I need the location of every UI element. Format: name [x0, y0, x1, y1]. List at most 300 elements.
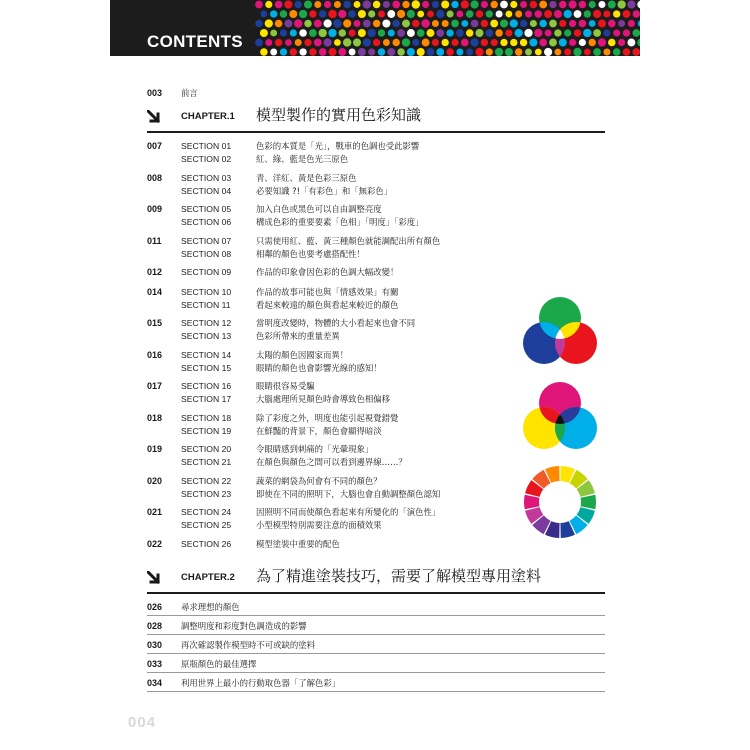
page-number: 017: [147, 381, 163, 391]
halftone-dot: [618, 39, 625, 46]
entry-title: 前言: [181, 88, 198, 98]
halftone-dot: [328, 48, 336, 56]
entry-title: 當明度改變時，物體的大小看起來也會不同: [256, 318, 416, 328]
halftone-dot: [618, 20, 625, 27]
halftone-dot: [525, 49, 532, 56]
halftone-dot: [490, 20, 498, 28]
halftone-dot: [363, 20, 371, 28]
halftone-dot: [481, 1, 488, 8]
halftone-dot: [343, 38, 351, 46]
section-label: SECTION 26: [181, 539, 232, 549]
halftone-dot: [461, 0, 469, 8]
halftone-dot: [554, 29, 561, 36]
halftone-dot: [338, 48, 346, 56]
halftone-dot: [544, 48, 552, 56]
halftone-dot: [373, 39, 380, 46]
color-wheel-segment: [524, 495, 539, 510]
halftone-dot: [392, 20, 400, 28]
halftone-dot: [637, 1, 640, 9]
page-number: 030: [147, 640, 163, 650]
entry-title: 加入白色或黑色可以自由調整亮度: [256, 204, 382, 214]
halftone-dot: [265, 19, 273, 27]
row-divider: [147, 634, 605, 635]
halftone-dot: [363, 0, 371, 8]
chapter-label: CHAPTER.2: [181, 572, 235, 583]
section-label: SECTION 15: [181, 363, 232, 373]
entry-title: 相鄰的顏色也要考慮搭配性！: [256, 249, 365, 259]
halftone-dot: [603, 11, 610, 18]
halftone-dot: [471, 20, 479, 28]
halftone-dot: [402, 20, 410, 28]
arrow-down-right-icon: [147, 110, 161, 124]
halftone-dot: [500, 39, 507, 46]
halftone-dot: [358, 48, 366, 56]
halftone-dot: [623, 48, 631, 56]
halftone-dot: [284, 0, 292, 8]
section-label: SECTION 11: [181, 300, 231, 310]
entry-title: 作品的印象會因色彩的色調大幅改變！: [256, 267, 399, 277]
entry-title: 看起來較遠的顏色與看起來較近的顏色: [256, 300, 399, 310]
halftone-dot: [598, 20, 606, 28]
entry-title: 作品的故事可能也與「情感效果」有關: [256, 287, 399, 297]
halftone-dot: [515, 29, 523, 37]
entry-title: 令眼睛感到刺痛的「光暈現象」: [256, 444, 374, 454]
halftone-dot: [442, 39, 449, 46]
halftone-dot: [260, 29, 268, 37]
halftone-dot: [280, 10, 287, 17]
halftone-dot: [378, 29, 385, 36]
page-number: 021: [147, 507, 163, 517]
halftone-dot: [338, 10, 346, 18]
halftone-dot: [265, 1, 272, 8]
section-label: SECTION 03: [181, 173, 232, 183]
halftone-dot: [559, 1, 567, 9]
page-number: 034: [147, 678, 163, 688]
halftone-dot: [284, 20, 292, 28]
halftone-dot: [339, 29, 346, 36]
entry-title: 在顏色與顏色之間可以看到邊界線……？: [256, 457, 407, 467]
halftone-dot: [549, 20, 557, 28]
row-divider: [147, 672, 605, 673]
halftone-dot: [510, 39, 517, 46]
halftone-dot: [397, 29, 405, 37]
halftone-dot: [510, 1, 517, 8]
halftone-dot: [324, 38, 332, 46]
page-number: 008: [147, 173, 163, 183]
halftone-dot: [343, 19, 351, 27]
entry-title: 眼睛很容易受騙: [256, 381, 315, 391]
halftone-dot: [436, 48, 444, 56]
halftone-dot: [432, 39, 439, 46]
row-divider: [147, 653, 605, 654]
halftone-dot: [412, 39, 419, 46]
section-label: SECTION 05: [181, 204, 232, 214]
halftone-dot: [368, 10, 375, 17]
section-label: SECTION 21: [181, 457, 232, 467]
halftone-dot: [412, 0, 420, 8]
color-wheel-illustration: [520, 462, 600, 542]
section-label: SECTION 13: [181, 331, 232, 341]
halftone-dot: [270, 10, 277, 17]
entry-title: 必要知識 ?!「有彩色」和「無彩色」: [256, 186, 393, 196]
halftone-dot: [559, 20, 566, 27]
halftone-dot: [378, 48, 385, 55]
halftone-dot: [613, 29, 620, 36]
halftone-dot: [456, 11, 463, 18]
halftone-dot: [475, 48, 483, 56]
cmy-pigment-venn-illustration: [520, 378, 600, 458]
entry-title: 構成色彩的重要要素「色相」「明度」「彩度」: [256, 217, 424, 227]
halftone-dot: [328, 29, 336, 37]
halftone-dot: [500, 20, 508, 28]
halftone-dot: [608, 0, 616, 8]
section-label: SECTION 12: [181, 318, 232, 328]
entry-title: 紅、綠、藍是色光三原色: [256, 154, 349, 164]
halftone-dot: [319, 48, 327, 56]
halftone-dot: [368, 29, 376, 37]
halftone-dot: [485, 29, 493, 37]
halftone-dot: [593, 10, 601, 18]
row-divider: [147, 615, 605, 616]
halftone-dot: [564, 48, 571, 55]
halftone-dot: [505, 29, 512, 36]
halftone-dot: [358, 10, 366, 18]
halftone-dot: [529, 38, 537, 46]
section-label: SECTION 08: [181, 249, 232, 259]
section-label: SECTION 10: [181, 287, 232, 297]
halftone-dot: [525, 11, 532, 18]
halftone-dot: [549, 39, 557, 47]
halftone-dot: [422, 1, 429, 8]
halftone-dot: [349, 49, 356, 56]
halftone-dot: [387, 10, 395, 18]
halftone-dot: [309, 10, 316, 17]
halftone-dot: [427, 48, 435, 56]
halftone-dot: [427, 29, 435, 37]
entry-title: 即使在不同的照明下，大腦也會自動調整顏色認知: [256, 489, 441, 499]
halftone-dot: [387, 48, 395, 56]
halftone-dot: [299, 48, 306, 55]
halftone-dot: [343, 1, 351, 9]
halftone-dot: [617, 0, 625, 8]
halftone-dot: [579, 39, 586, 46]
halftone-dot: [358, 29, 366, 37]
halftone-dot: [574, 29, 581, 36]
page-number: 028: [147, 621, 163, 631]
halftone-dot: [524, 29, 532, 37]
halftone-dot: [470, 0, 478, 8]
entry-title: 色彩所帶來的重量差異: [256, 331, 340, 341]
halftone-dot: [598, 38, 606, 46]
halftone-dot: [608, 20, 616, 28]
halftone-dot: [451, 39, 458, 46]
halftone-dot: [470, 38, 478, 46]
page-number: 018: [147, 413, 163, 423]
halftone-dot: [545, 30, 552, 37]
halftone-dot: [417, 29, 425, 37]
halftone-dot: [466, 29, 473, 36]
halftone-dot: [623, 29, 630, 36]
page-number: 015: [147, 318, 163, 328]
halftone-dot: [294, 19, 302, 27]
halftone-dot: [333, 19, 341, 27]
halftone-dot: [539, 20, 546, 27]
halftone-dot: [275, 39, 283, 47]
halftone-dot: [510, 19, 518, 27]
entry-title: 大腦處理所見顏色時會導致色相偏移: [256, 394, 390, 404]
halftone-dot: [294, 1, 301, 8]
halftone-dot: [412, 20, 419, 27]
page-number: 009: [147, 204, 163, 214]
halftone-dot: [323, 19, 331, 27]
halftone-dot: [383, 1, 390, 8]
halftone-dot: [397, 10, 405, 18]
section-label: SECTION 14: [181, 350, 232, 360]
halftone-dot: [290, 48, 298, 56]
halftone-dot: [603, 49, 610, 56]
page-number: 020: [147, 476, 163, 486]
halftone-dot: [500, 1, 508, 9]
halftone-dot: [432, 1, 439, 8]
halftone-dot: [446, 48, 454, 56]
entry-title: 尋求理想的顏色: [181, 602, 240, 612]
halftone-dot: [539, 39, 547, 47]
halftone-dot: [421, 19, 429, 27]
halftone-dot: [422, 39, 430, 47]
halftone-dot: [559, 39, 567, 47]
header-banner: [110, 0, 640, 56]
halftone-dot: [515, 11, 522, 18]
halftone-dot: [402, 38, 410, 46]
halftone-dot: [608, 39, 616, 47]
halftone-dot: [505, 48, 513, 56]
page-number: 014: [147, 287, 163, 297]
entry-title: 色彩的本質是「光」，戰車的色調也受此影響: [256, 141, 420, 151]
chapter-label: CHAPTER.1: [181, 111, 235, 122]
halftone-dot: [275, 20, 283, 28]
halftone-dot: [319, 10, 327, 18]
section-label: SECTION 20: [181, 444, 232, 454]
halftone-dot: [628, 20, 635, 27]
section-label: SECTION 02: [181, 154, 232, 164]
chapter-2-heading[interactable]: [147, 564, 605, 594]
halftone-dot: [544, 10, 552, 18]
halftone-dot: [627, 39, 635, 47]
halftone-dot: [290, 29, 297, 36]
entry-title: 青、洋紅、黃是色彩三原色: [256, 173, 357, 183]
halftone-dot: [573, 48, 581, 56]
page-number: 012: [147, 267, 163, 277]
halftone-dot: [397, 48, 404, 55]
halftone-dot: [633, 10, 640, 17]
halftone-dot: [476, 29, 484, 37]
halftone-dot: [324, 1, 331, 8]
halftone-dot: [588, 39, 595, 46]
section-label: SECTION 17: [181, 394, 232, 404]
section-label: SECTION 22: [181, 476, 232, 486]
halftone-dot: [280, 29, 287, 36]
halftone-dot: [554, 10, 562, 18]
page-number: 019: [147, 444, 163, 454]
section-label: SECTION 07: [181, 236, 232, 246]
halftone-dot: [535, 49, 542, 56]
halftone-dot: [466, 48, 473, 55]
halftone-dot: [436, 29, 444, 37]
page-number: 016: [147, 350, 163, 360]
halftone-dot: [309, 48, 317, 56]
halftone-dot: [554, 49, 561, 56]
page-number: 007: [147, 141, 163, 151]
halftone-dot: [353, 38, 361, 46]
halftone-dot: [603, 30, 610, 37]
halftone-dot: [632, 48, 640, 56]
halftone-dot: [549, 1, 556, 8]
halftone-dot: [451, 1, 458, 8]
halftone-dot: [530, 20, 537, 27]
halftone-dot: [456, 29, 464, 37]
halftone-dot: [334, 1, 341, 8]
halftone-dot: [481, 39, 488, 46]
halftone-dot: [275, 1, 283, 9]
halftone-dot: [378, 10, 385, 17]
halftone-dot: [623, 10, 631, 18]
halftone-dot: [486, 10, 493, 17]
halftone-dot: [490, 1, 497, 8]
halftone-dot: [392, 1, 400, 9]
halftone-dot: [289, 10, 297, 18]
page-number: 033: [147, 659, 163, 669]
halftone-dot: [407, 10, 415, 18]
entry-title: 在鮮豔的背景下，顏色會顯得暗淡: [256, 426, 382, 436]
section-label: SECTION 16: [181, 381, 232, 391]
halftone-dot: [569, 39, 576, 46]
halftone-dot: [280, 48, 287, 55]
halftone-dot: [476, 10, 483, 17]
halftone-dot: [491, 39, 498, 46]
halftone-dot: [442, 20, 449, 27]
halftone-dot: [564, 29, 571, 36]
halftone-dot: [348, 10, 356, 18]
halftone-dot: [393, 39, 400, 46]
halftone-dot: [402, 1, 409, 8]
halftone-dot: [255, 1, 263, 9]
halftone-dot: [520, 1, 527, 8]
halftone-dot: [579, 1, 587, 9]
entry-title: 太陽的顏色因國家而異！: [256, 350, 349, 360]
halftone-dot: [466, 10, 474, 18]
halftone-dot: [613, 48, 621, 56]
halftone-dot: [354, 20, 361, 27]
section-label: SECTION 25: [181, 520, 232, 530]
halftone-dot: [589, 1, 596, 8]
entry-title: 只需使用紅、藍、黃三種顏色就能調配出所有顏色: [256, 236, 441, 246]
chapter-title: 為了精進塗裝技巧，需要了解模型專用塗料: [256, 567, 542, 585]
entry-title: 模型塗裝中重要的配色: [256, 539, 340, 549]
halftone-dot: [461, 20, 468, 27]
halftone-dot: [534, 29, 542, 37]
halftone-dot: [363, 38, 371, 46]
halftone-dot: [451, 20, 459, 28]
halftone-dot: [260, 11, 267, 18]
halftone-dot: [265, 39, 272, 46]
halftone-dot: [436, 10, 444, 18]
page-number: 026: [147, 602, 163, 612]
entry-title: 因照明不同而使顏色看起來有所變化的「演色性」: [256, 507, 441, 517]
entry-title: 眼睛的顏色也會影響光線的感知！: [256, 363, 382, 373]
halftone-dots-pattern: [255, 0, 640, 56]
halftone-dot: [383, 39, 390, 46]
halftone-dot: [319, 29, 327, 37]
halftone-dot: [299, 10, 307, 18]
row-divider: [147, 691, 605, 692]
halftone-dot: [270, 49, 277, 56]
halftone-dot: [638, 20, 640, 27]
halftone-dot: [535, 10, 542, 17]
entry-title: 小型模型特別需要注意的面積效果: [256, 520, 382, 530]
halftone-dot: [632, 29, 640, 37]
section-label: SECTION 18: [181, 413, 232, 423]
halftone-dot: [569, 0, 577, 8]
halftone-dot: [368, 48, 375, 55]
page-title: CONTENTS: [147, 32, 243, 51]
halftone-dot: [446, 29, 453, 36]
halftone-dot: [304, 20, 311, 27]
color-wheel-segment: [581, 495, 596, 510]
entry-title: 調整明度和彩度對色調造成的影響: [181, 621, 307, 631]
halftone-dot: [285, 39, 292, 46]
halftone-dot: [589, 20, 596, 27]
halftone-dot: [486, 48, 493, 55]
halftone-dot: [456, 49, 463, 56]
section-label: SECTION 04: [181, 186, 232, 196]
chapter-1-heading[interactable]: [147, 103, 605, 133]
section-label: SECTION 24: [181, 507, 232, 517]
arrow-down-right-icon: [147, 571, 161, 585]
halftone-dot: [334, 39, 341, 46]
halftone-dot: [407, 29, 415, 37]
chapter-title: 模型製作的實用色彩知識: [256, 106, 422, 124]
section-label: SECTION 01: [181, 141, 232, 151]
entry-title: 利用世界上最小的行動取色器「了解色彩」: [181, 678, 341, 688]
halftone-dot: [461, 39, 469, 47]
halftone-dot: [304, 0, 312, 8]
halftone-dot: [382, 19, 390, 27]
halftone-dot: [441, 0, 449, 8]
halftone-dot: [447, 10, 454, 17]
halftone-dot: [530, 1, 537, 8]
halftone-dot: [417, 11, 424, 18]
halftone-dot: [295, 39, 302, 46]
page-number: 011: [147, 236, 162, 246]
halftone-dot: [388, 29, 395, 36]
section-label: SECTION 09: [181, 267, 232, 277]
halftone-dot: [255, 20, 262, 27]
halftone-dot: [593, 48, 601, 56]
halftone-dot: [495, 48, 503, 56]
section-label: SECTION 23: [181, 489, 232, 499]
halftone-dot: [407, 48, 415, 56]
halftone-dot: [432, 20, 439, 27]
halftone-dot: [593, 29, 601, 37]
halftone-dot: [574, 10, 582, 18]
halftone-dot: [328, 10, 336, 18]
halftone-dot: [304, 39, 311, 46]
halftone-dot: [427, 11, 434, 18]
halftone-dot: [481, 20, 488, 27]
halftone-dot: [314, 20, 322, 28]
entry-title: 除了彩度之外，明度也能引起視覺錯覺: [256, 413, 399, 423]
halftone-dot: [584, 49, 591, 56]
